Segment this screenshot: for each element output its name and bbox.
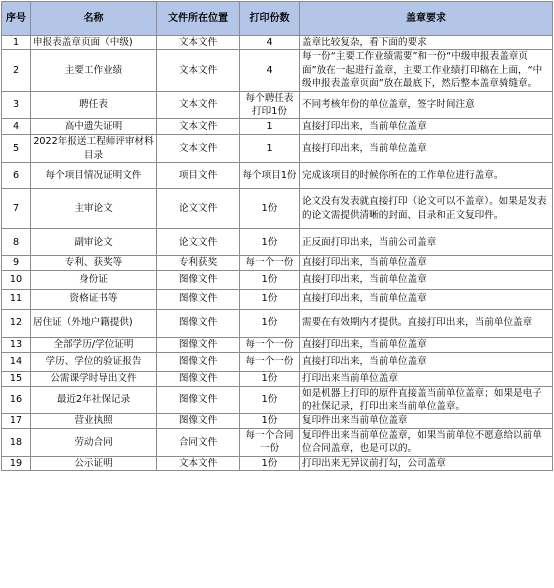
row-requirement: 打印出来当前单位盖章 (300, 371, 553, 386)
row-name: 营业执照 (31, 414, 157, 428)
header-row (2, 2, 553, 36)
row-location: 论文文件 (157, 229, 240, 256)
row-number: 9 (2, 256, 31, 270)
row-requirement: 打印出来无异议前打勾，公司盖章 (300, 456, 553, 470)
row-copies: 1份 (240, 289, 300, 309)
row-copies: 每一个合同一份 (240, 428, 300, 456)
row-number: 5 (2, 135, 31, 163)
row-number: 6 (2, 163, 31, 189)
row-copies: 1 (240, 119, 300, 135)
table-row (2, 229, 553, 256)
row-copies: 4 (240, 50, 300, 91)
row-number: 1 (2, 36, 31, 50)
row-copies: 1份 (240, 189, 300, 229)
row-copies: 1份 (240, 414, 300, 428)
row-location: 文本文件 (157, 119, 240, 135)
row-name: 全部学历/学位证明 (31, 337, 157, 352)
row-name: 申报表盖章页面（中级) (31, 36, 157, 50)
table-row (2, 337, 553, 352)
table-row (2, 371, 553, 386)
row-name: 副审论文 (31, 229, 157, 256)
row-requirement: 直接打印出来，当前单位盖章 (300, 289, 553, 309)
header-requirement: 盖章要求 (300, 2, 553, 36)
row-requirement: 直接打印出来，当前单位盖章 (300, 270, 553, 289)
row-requirement: 直接打印出来，当前单位盖章 (300, 135, 553, 163)
row-name: 公示证明 (31, 456, 157, 470)
row-location: 文本文件 (157, 91, 240, 119)
row-location: 文本文件 (157, 50, 240, 91)
row-copies: 每个项目1份 (240, 163, 300, 189)
row-location: 图像文件 (157, 270, 240, 289)
row-location: 合同文件 (157, 428, 240, 456)
table-row (2, 36, 553, 50)
row-requirement: 直接打印出来，当前单位盖章 (300, 119, 553, 135)
row-copies: 每一个一份 (240, 337, 300, 352)
row-requirement: 直接打印出来，当前单位盖章 (300, 337, 553, 352)
row-copies: 4 (240, 36, 300, 50)
row-requirement: 如是机器上打印的原件直接盖当前单位盖章；如果是电子的社保记录，打印出来当前单位盖章。 (300, 386, 553, 414)
table-row (2, 428, 553, 456)
row-requirement: 直接打印出来，当前单位盖章 (300, 352, 553, 371)
row-copies: 1份 (240, 229, 300, 256)
row-name: 专利、获奖等 (31, 256, 157, 270)
header-copies: 打印份数 (240, 2, 300, 36)
row-number: 3 (2, 91, 31, 119)
row-name: 资格证书等 (31, 289, 157, 309)
row-requirement: 论文没有发表就直接打印（论文可以不盖章）。如果是发表的论文需提供清晰的封面、目录和正文复印件。 (300, 189, 553, 229)
table-row (2, 289, 553, 309)
table-body (2, 36, 553, 471)
row-requirement: 复印件出来当前单位盖章，如果当前单位不愿意给以前单位合同盖章，也是可以的。 (300, 428, 553, 456)
row-copies: 1份 (240, 386, 300, 414)
header-no: 序号 (2, 2, 31, 36)
row-copies: 每个聘任表打印1份 (240, 91, 300, 119)
row-requirement: 完成该项目的时候你所在的工作单位进行盖章。 (300, 163, 553, 189)
row-name: 2022年报送工程师评审材料目录 (31, 135, 157, 163)
row-number: 19 (2, 456, 31, 470)
row-copies: 1 (240, 135, 300, 163)
table-row (2, 386, 553, 414)
table-row (2, 119, 553, 135)
row-name: 主要工作业绩 (31, 50, 157, 91)
row-requirement: 直接打印出来，当前单位盖章 (300, 256, 553, 270)
row-location: 文本文件 (157, 36, 240, 50)
row-copies: 1份 (240, 309, 300, 337)
row-location: 文本文件 (157, 456, 240, 470)
table-row (2, 135, 553, 163)
row-name: 公需课学时导出文件 (31, 371, 157, 386)
row-location: 图像文件 (157, 414, 240, 428)
table-row (2, 309, 553, 337)
row-name: 聘任表 (31, 91, 157, 119)
row-location: 专利获奖 (157, 256, 240, 270)
table-row (2, 414, 553, 428)
row-number: 15 (2, 371, 31, 386)
row-location: 图像文件 (157, 352, 240, 371)
row-name: 身份证 (31, 270, 157, 289)
row-number: 13 (2, 337, 31, 352)
row-name: 最近2年社保记录 (31, 386, 157, 414)
row-name: 主审论文 (31, 189, 157, 229)
row-number: 16 (2, 386, 31, 414)
row-copies: 1份 (240, 371, 300, 386)
row-number: 7 (2, 189, 31, 229)
row-location: 论文文件 (157, 189, 240, 229)
row-requirement: 每一份“主要工作业绩需要”和一份“中级申报表盖章页面”放在一起进行盖章，主要工作业绩打印稿在上面，“中级申报表盖章页面”放在最底下，然后整本盖章骑缝章。 (300, 50, 553, 91)
table-row (2, 256, 553, 270)
row-location: 文本文件 (157, 135, 240, 163)
header-name: 名称 (31, 2, 157, 36)
row-requirement: 正反面打印出来，当前公司盖章 (300, 229, 553, 256)
row-copies: 1份 (240, 270, 300, 289)
stamp-requirements-table (1, 1, 553, 471)
row-number: 17 (2, 414, 31, 428)
row-location: 图像文件 (157, 309, 240, 337)
row-location: 项目文件 (157, 163, 240, 189)
table-row (2, 270, 553, 289)
row-number: 18 (2, 428, 31, 456)
row-number: 8 (2, 229, 31, 256)
row-copies: 每一个一份 (240, 256, 300, 270)
row-number: 11 (2, 289, 31, 309)
row-number: 2 (2, 50, 31, 91)
row-requirement: 复印件出来当前单位盖章 (300, 414, 553, 428)
row-requirement: 盖章比较复杂，看下面的要求 (300, 36, 553, 50)
row-location: 图像文件 (157, 386, 240, 414)
row-copies: 每一个一份 (240, 352, 300, 371)
table-row (2, 91, 553, 119)
row-copies: 1份 (240, 456, 300, 470)
row-number: 14 (2, 352, 31, 371)
row-name: 每个项目情况证明文件 (31, 163, 157, 189)
row-name: 居住证（外地户籍提供) (31, 309, 157, 337)
row-name: 高中遗失证明 (31, 119, 157, 135)
header-location: 文件所在位置 (157, 2, 240, 36)
stamp-requirements-table-container (1, 1, 552, 471)
table-row (2, 163, 553, 189)
row-location: 图像文件 (157, 289, 240, 309)
row-number: 12 (2, 309, 31, 337)
table-row (2, 352, 553, 371)
table-row (2, 456, 553, 470)
row-location: 图像文件 (157, 371, 240, 386)
row-location: 图像文件 (157, 337, 240, 352)
row-number: 10 (2, 270, 31, 289)
row-requirement: 不同考核年份的单位盖章，签字时间注意 (300, 91, 553, 119)
table-row (2, 50, 553, 91)
row-name: 学历、学位的验证报告 (31, 352, 157, 371)
row-number: 4 (2, 119, 31, 135)
row-name: 劳动合同 (31, 428, 157, 456)
row-requirement: 需要在有效期内才提供。直接打印出来，当前单位盖章 (300, 309, 553, 337)
table-row (2, 189, 553, 229)
